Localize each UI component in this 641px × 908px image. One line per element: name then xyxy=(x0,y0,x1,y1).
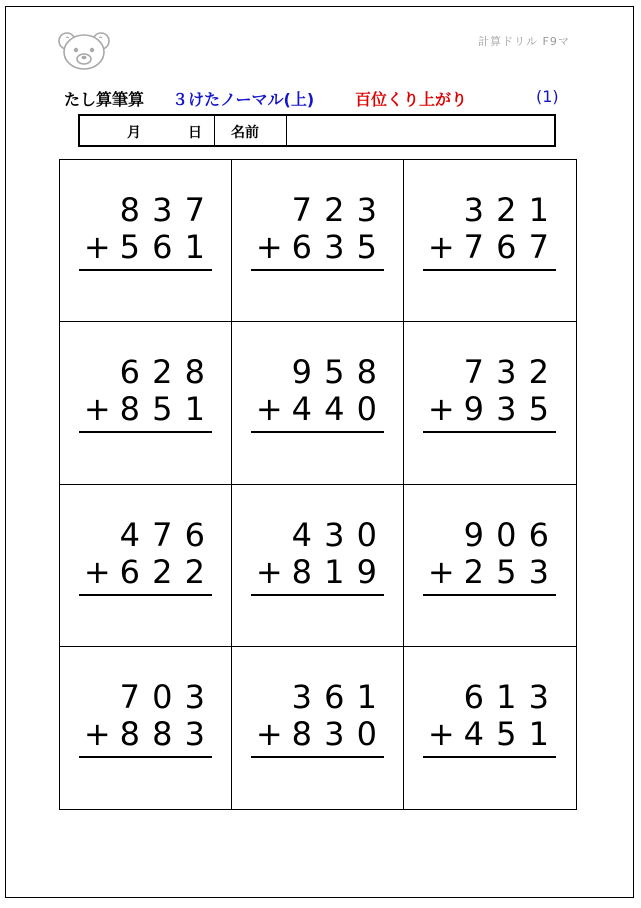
addend-top xyxy=(253,677,383,717)
month-label: 月 xyxy=(127,125,141,141)
digit: 5 xyxy=(324,353,345,392)
digit: 2 xyxy=(184,552,205,591)
digit: 0 xyxy=(356,390,377,429)
digit: 2 xyxy=(528,353,549,392)
problem-cell[interactable] xyxy=(404,160,576,322)
addend-top xyxy=(425,190,555,230)
digit: 3 xyxy=(184,677,205,716)
digit: 4 xyxy=(463,714,484,753)
digit: 8 xyxy=(291,714,312,753)
digit: 5 xyxy=(496,552,517,591)
digit: 3 xyxy=(152,191,173,229)
spacer xyxy=(253,352,286,392)
spacer xyxy=(253,190,286,230)
digit: 9 xyxy=(356,552,377,591)
digit: 0 xyxy=(496,515,517,554)
answer-line xyxy=(251,431,384,433)
answer-line xyxy=(251,594,384,596)
problem-cell[interactable] xyxy=(404,647,576,809)
digit: 1 xyxy=(184,390,205,429)
problem-cell[interactable] xyxy=(232,485,404,647)
spacer xyxy=(425,190,458,230)
addend-top xyxy=(253,190,383,230)
problem-cell[interactable] xyxy=(60,322,232,484)
digit: 1 xyxy=(356,677,377,716)
addend-top xyxy=(81,515,211,555)
digit: 6 xyxy=(528,515,549,554)
digit: 7 xyxy=(463,228,484,266)
problem-cell[interactable] xyxy=(232,322,404,484)
digit: 4 xyxy=(324,390,345,429)
addend-bottom xyxy=(253,714,383,754)
plus-sign: + xyxy=(427,552,455,591)
digit: 3 xyxy=(463,191,484,229)
digit: 2 xyxy=(463,552,484,591)
answer-line xyxy=(423,269,556,271)
digit: 3 xyxy=(324,228,345,266)
addend-top xyxy=(253,515,383,555)
plus-sign: + xyxy=(255,390,283,429)
addend-bottom xyxy=(425,552,555,592)
bear-face-icon xyxy=(56,30,112,72)
spacer xyxy=(425,352,458,392)
digit: 2 xyxy=(496,191,517,229)
addend-top xyxy=(81,677,211,717)
brand-label: 計算ドリル F9マ xyxy=(478,35,570,48)
addend-bottom xyxy=(425,714,555,754)
digit: 8 xyxy=(119,390,140,429)
digit: 1 xyxy=(184,228,205,266)
addend-bottom xyxy=(81,389,211,429)
plus-sign: + xyxy=(427,390,455,429)
digit: 5 xyxy=(496,714,517,753)
digit: 2 xyxy=(324,191,345,229)
date-field[interactable] xyxy=(80,116,215,145)
plus-sign: + xyxy=(83,552,111,591)
digit: 6 xyxy=(119,552,140,591)
title-level: ３けたノーマル(上) xyxy=(172,90,315,109)
digit: 2 xyxy=(152,353,173,392)
plus-sign: + xyxy=(83,228,111,266)
student-info-box xyxy=(78,114,556,147)
addend-bottom xyxy=(81,552,211,592)
plus-sign: + xyxy=(255,228,283,266)
digit: 4 xyxy=(291,390,312,429)
name-field[interactable] xyxy=(287,116,554,145)
answer-line xyxy=(79,431,212,433)
day-label: 日 xyxy=(188,125,202,141)
addend-bottom xyxy=(81,714,211,754)
digit: 9 xyxy=(291,353,312,392)
digit: 3 xyxy=(496,390,517,429)
digit: 6 xyxy=(291,228,312,266)
plus-sign: + xyxy=(427,228,455,266)
digit: 3 xyxy=(356,191,377,229)
digit: 0 xyxy=(152,677,173,716)
spacer xyxy=(81,352,114,392)
answer-line xyxy=(251,756,384,758)
answer-line xyxy=(251,269,384,271)
digit: 9 xyxy=(463,390,484,429)
spacer xyxy=(425,515,458,555)
digit: 1 xyxy=(528,714,549,753)
digit: 6 xyxy=(152,228,173,266)
digit: 3 xyxy=(324,515,345,554)
answer-line xyxy=(423,594,556,596)
problem-cell[interactable] xyxy=(60,160,232,322)
addend-top xyxy=(81,190,211,230)
digit: 8 xyxy=(152,714,173,753)
problem-cell[interactable] xyxy=(60,647,232,809)
digit: 7 xyxy=(119,677,140,716)
digit: 1 xyxy=(496,677,517,716)
digit: 5 xyxy=(119,228,140,266)
digit: 7 xyxy=(184,191,205,229)
digit: 7 xyxy=(152,515,173,554)
digit: 1 xyxy=(528,191,549,229)
digit: 3 xyxy=(528,552,549,591)
plus-sign: + xyxy=(427,714,455,753)
addend-top xyxy=(425,352,555,392)
problem-cell[interactable] xyxy=(60,485,232,647)
digit: 9 xyxy=(463,515,484,554)
digit: 3 xyxy=(496,353,517,392)
digit: 8 xyxy=(356,353,377,392)
spacer xyxy=(253,677,286,717)
problem-cell[interactable] xyxy=(404,322,576,484)
answer-line xyxy=(79,269,212,271)
plus-sign: + xyxy=(83,714,111,753)
name-label: 名前 xyxy=(215,116,287,145)
addend-top xyxy=(81,352,211,392)
addend-bottom xyxy=(253,552,383,592)
problem-grid xyxy=(59,159,577,810)
digit: 7 xyxy=(291,191,312,229)
title-main: たし算筆算 xyxy=(64,90,145,109)
digit: 4 xyxy=(291,515,312,554)
digit: 8 xyxy=(184,353,205,392)
problem-cell[interactable] xyxy=(404,485,576,647)
addend-bottom xyxy=(425,227,555,267)
digit: 3 xyxy=(528,677,549,716)
sheet-number: (1) xyxy=(536,87,559,106)
digit: 3 xyxy=(184,714,205,753)
digit: 0 xyxy=(356,714,377,753)
digit: 2 xyxy=(152,552,173,591)
digit: 4 xyxy=(119,515,140,554)
digit: 6 xyxy=(119,353,140,392)
digit: 5 xyxy=(528,390,549,429)
answer-line xyxy=(423,431,556,433)
spacer xyxy=(81,515,114,555)
digit: 7 xyxy=(463,353,484,392)
addend-bottom xyxy=(253,389,383,429)
digit: 8 xyxy=(119,714,140,753)
digit: 3 xyxy=(291,677,312,716)
digit: 1 xyxy=(324,552,345,591)
digit: 6 xyxy=(496,228,517,266)
title-topic: 百位くり上がり xyxy=(355,90,468,109)
addend-top xyxy=(425,677,555,717)
spacer xyxy=(425,677,458,717)
plus-sign: + xyxy=(255,714,283,753)
digit: 7 xyxy=(528,228,549,266)
answer-line xyxy=(79,594,212,596)
digit: 8 xyxy=(119,191,140,229)
digit: 5 xyxy=(152,390,173,429)
answer-line xyxy=(423,756,556,758)
digit: 6 xyxy=(184,515,205,554)
plus-sign: + xyxy=(255,552,283,591)
answer-line xyxy=(79,756,212,758)
digit: 6 xyxy=(463,677,484,716)
addend-top xyxy=(253,352,383,392)
addend-bottom xyxy=(253,227,383,267)
addend-top xyxy=(425,515,555,555)
spacer xyxy=(81,677,114,717)
problem-cell[interactable] xyxy=(232,160,404,322)
worksheet-title xyxy=(64,87,594,111)
digit: 6 xyxy=(324,677,345,716)
addend-bottom xyxy=(81,227,211,267)
plus-sign: + xyxy=(83,390,111,429)
spacer xyxy=(253,515,286,555)
spacer xyxy=(81,190,114,230)
digit: 3 xyxy=(324,714,345,753)
addend-bottom xyxy=(425,389,555,429)
digit: 0 xyxy=(356,515,377,554)
problem-cell[interactable] xyxy=(232,647,404,809)
digit: 8 xyxy=(291,552,312,591)
digit: 5 xyxy=(356,228,377,266)
